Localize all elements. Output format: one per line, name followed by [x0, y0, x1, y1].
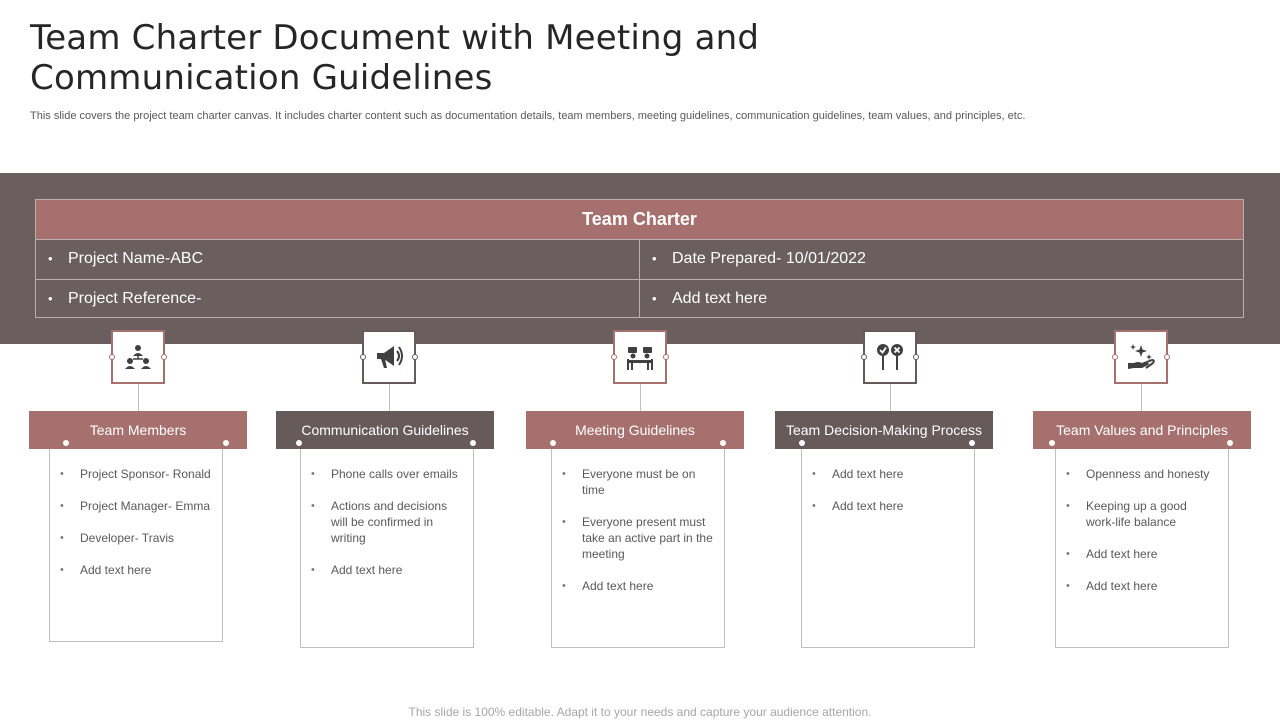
- megaphone-icon: [374, 342, 404, 372]
- charter-row: [36, 279, 1243, 318]
- meeting-table-icon: [625, 342, 655, 372]
- list-item: • Project Manager- Emma: [60, 498, 212, 514]
- charter-cell: [640, 280, 1243, 318]
- meeting-icon-box: [613, 330, 667, 384]
- decision-signs-icon: [875, 342, 905, 372]
- date-prepared: Date Prepared- 10/01/2022: [672, 250, 866, 267]
- charter-cell: [640, 240, 1243, 279]
- team-members-list: [49, 449, 223, 642]
- page-subtitle: This slide covers the project team charter canvas. It includes charter content such as documentation details, team members, meeting guidelines, communication guidelines, team values, and principles, etc.: [30, 110, 1026, 122]
- list-item: • Add text here: [60, 562, 212, 578]
- list-item: • Add text here: [812, 498, 964, 514]
- list-item: • Phone calls over emails: [311, 466, 463, 482]
- team-values-list: [1055, 449, 1229, 648]
- project-reference: Project Reference-: [68, 290, 202, 307]
- communication-icon-box: [362, 330, 416, 384]
- charter-table: [35, 199, 1244, 318]
- list-item: • Add text here: [562, 578, 714, 594]
- list-item: • Everyone present must take an active part in the meeting: [562, 514, 714, 562]
- values-icon-box: [1114, 330, 1168, 384]
- list-item: • Add text here: [1066, 546, 1218, 562]
- team-members-icon-box: [111, 330, 165, 384]
- list-item: • Add text here: [812, 466, 964, 482]
- list-item: • Keeping up a good work-life balance: [1066, 498, 1218, 530]
- charter-placeholder: Add text here: [672, 290, 768, 307]
- list-item: • Add text here: [311, 562, 463, 578]
- bullet-icon: •: [652, 291, 657, 306]
- decision-making-list: [801, 449, 975, 648]
- list-item: • Openness and honesty: [1066, 466, 1218, 482]
- meeting-guidelines-header: Meeting Guidelines: [526, 411, 744, 449]
- footer-note: This slide is 100% editable. Adapt it to your needs and capture your audience attention.: [408, 705, 872, 719]
- list-item: • Add text here: [1066, 578, 1218, 594]
- charter-cell: [36, 240, 640, 279]
- project-name: Project Name-ABC: [68, 250, 204, 267]
- charter-cell: [36, 280, 640, 318]
- list-item: • Project Sponsor- Ronald: [60, 466, 212, 482]
- communication-guidelines-list: [300, 449, 474, 648]
- bullet-icon: •: [652, 251, 657, 266]
- list-item: • Actions and decisions will be confirmed in writing: [311, 498, 463, 546]
- team-hierarchy-icon: [124, 343, 152, 371]
- team-members-header: Team Members: [29, 411, 247, 449]
- decision-icon-box: [863, 330, 917, 384]
- communication-guidelines-header: Communication Guidelines: [276, 411, 494, 449]
- bullet-icon: •: [48, 291, 53, 306]
- list-item: • Everyone must be on time: [562, 466, 714, 498]
- charter-heading: Team Charter: [36, 200, 1243, 240]
- team-values-header: Team Values and Principles: [1033, 411, 1251, 449]
- meeting-guidelines-list: [551, 449, 725, 648]
- bullet-icon: •: [48, 251, 53, 266]
- list-item: • Developer- Travis: [60, 530, 212, 546]
- page-title: Team Charter Document with Meeting and Communication Guidelines: [30, 18, 760, 98]
- decision-making-header: Team Decision-Making Process: [775, 411, 993, 449]
- hand-sparkles-icon: [1126, 342, 1156, 372]
- charter-row: [36, 240, 1243, 279]
